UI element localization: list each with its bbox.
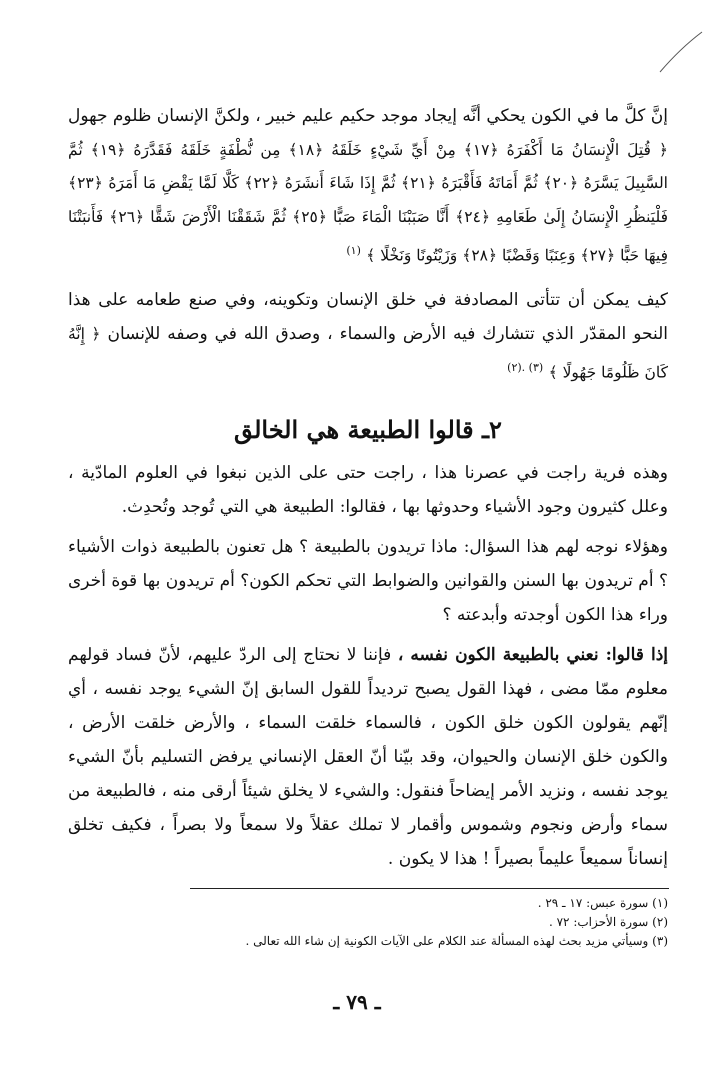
footnote-3: (٣) وسيأتي مزيد بحث لهذه المسألة عند الكلام على الآيات الكونية إن شاء الله تعالى . [245, 934, 668, 948]
footnote-ref-1: (١) [346, 244, 361, 257]
footnote-ref-2-3: (٣) .(٢) [507, 361, 544, 375]
page-body [68, 100, 668, 876]
answer-text: فإننا لا نحتاج إلى الردّ عليهم، لأنّ فساد قولهم معلوم ممّا مضى ، فهذا القول يصبح ترديداً للقول السابق إنّ الشيء يوجد نفسه ، أي إنّهم يقولون الكون خلق الكون ، فالسماء خلقت السماء ، والأرض خلقت الأرض ، والكون خلق الإنسان والحيوان، وقد بيّنا أنّ العقل الإنساني يرفض التسليم بأنّ الشيء يوجد نفسه ، ونزيد الأمر إيضاحاً فنقول: والشيء لا يخلق شيئاً أرقى منه ، فالطبيعة من سماء وأرض ونجوم وشموس وأقمار لا تملك عقلاً ولا سمعاً ولا بصراً ، فكيف تخلق إنساناً سميعاً عليماً بصيراً ! هذا لا يكون . [68, 644, 668, 869]
paragraph-chance [68, 283, 668, 390]
page-corner-mark [658, 28, 704, 74]
chance-text: كيف يمكن أن تتأتى المصادفة في خلق الإنسان وتكوينه، وفي صنع طعامه على هذا النحو المقدّر الذي تتشارك فيه الأرض والسماء ، وصدق الله في وصفه للإنسان [68, 290, 669, 345]
quran-verses-abasa: ﴿ قُتِلَ الْإِنسَانُ مَا أَكْفَرَهُ ﴿١٧﴾ مِنْ أَيِّ شَيْءٍ خَلَقَهُ ﴿١٨﴾ مِن نُّطْفَةٍ خَلَقَهُ فَقَدَّرَهُ ﴿١٩﴾ ثُمَّ السَّبِيلَ يَسَّرَهُ ﴿٢٠﴾ ثُمَّ أَمَاتَهُ فَأَقْبَرَهُ ﴿٢١﴾ ثُمَّ إِذَا شَاءَ أَنشَرَهُ ﴿٢٢﴾ كَلَّا لَمَّا يَقْضِ مَا أَمَرَهُ ﴿٢٣﴾ فَلْيَنظُرِ الْإِنسَانُ إِلَىٰ طَعَامِهِ ﴿٢٤﴾ أَنَّا صَبَبْنَا الْمَاءَ صَبًّا ﴿٢٥﴾ ثُمَّ شَقَقْنَا الْأَرْضَ شَقًّا ﴿٢٦﴾ فَأَنبَتْنَا فِيهَا حَبًّا ﴿٢٧﴾ وَعِنَبًا وَقَضْبًا ﴿٢٨﴾ وَزَيْتُونًا وَنَخْلًا ﴾ [68, 140, 669, 265]
page-number: ـ ٧٩ ـ [333, 990, 381, 1014]
intro-text: إنَّ كلَّ ما في الكون يحكي أنَّه إيجاد موجد حكيم عليم خبير ، ولكنَّ الإنسان ظلوم جهول [68, 106, 668, 126]
quran-verse-ahzab: ﴿ إِنَّهُ كَانَ ظَلُومًا جَهُولًا ﴾ [68, 325, 668, 382]
section-heading: ٢ـ قالوا الطبيعة هي الخالق [234, 414, 502, 444]
answer-lead: إذا قالوا: نعني بالطبيعة الكون نفسه ، [397, 644, 668, 665]
footnotes [68, 894, 668, 951]
paragraph-question: وهؤلاء نوجه لهم هذا السؤال: ماذا تريدون بالطبيعة ؟ هل تعنون بالطبيعة ذوات الأشياء ؟ أم تريدون بها السنن والقوانين والضوابط التي تحكم الكون؟ أم تريدون بها قوة أخرى وراء هذا الكون أوجدته وأبدعته ؟ [68, 536, 668, 625]
paragraph-answer [68, 638, 668, 876]
footnote-1: (١) سورة عبس: ١٧ ـ ٢٩ . [537, 896, 668, 910]
paragraph-intro [68, 100, 668, 273]
footnote-divider [190, 888, 669, 889]
footnote-2: (٢) سورة الأحزاب: ٧٢ . [548, 915, 668, 929]
paragraph-nature-myth: وهذه فرية راجت في عصرنا هذا ، راجت حتى على الذين نبغوا في العلوم المادّية ، وعلل كثيرون وجود الأشياء وحدوثها بها ، فقالوا: الطبيعة هي التي تُوجد وتُحدِث. [68, 462, 668, 517]
